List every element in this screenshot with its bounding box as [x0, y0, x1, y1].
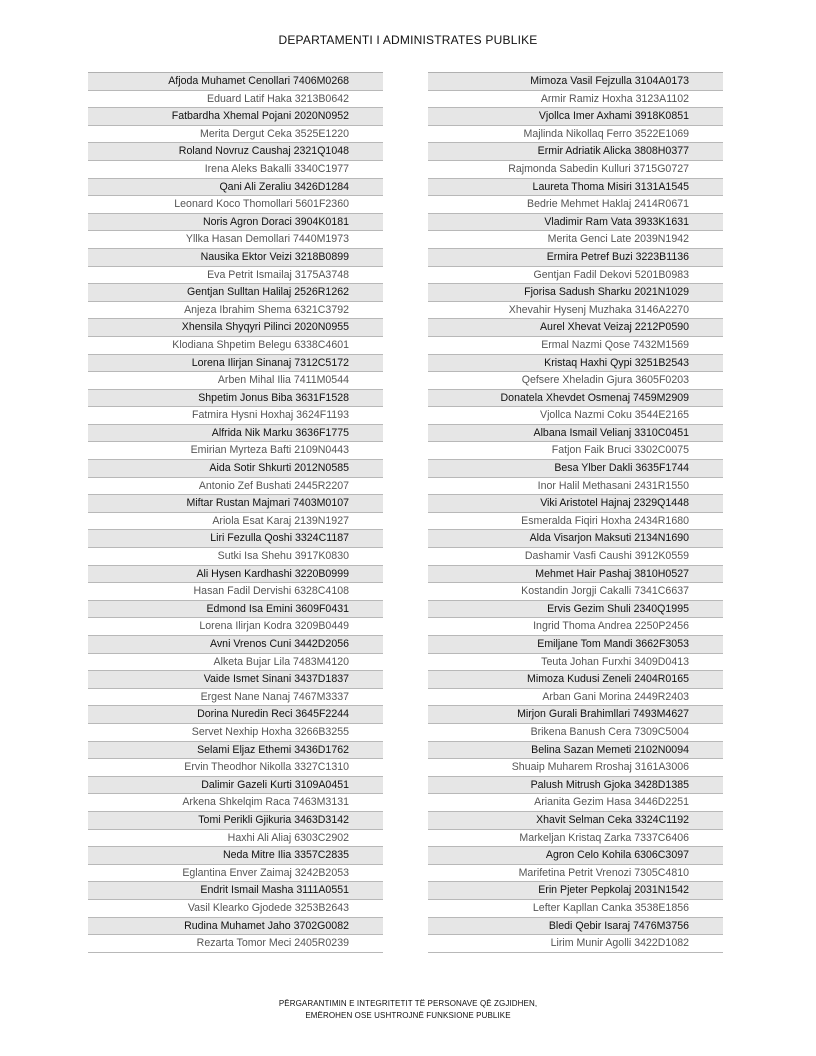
list-item: Alda Visarjon Maksuti 2134N1690 — [428, 530, 723, 548]
list-item: Ervis Gezim Shuli 2340Q1995 — [428, 601, 723, 619]
list-item: Irena Aleks Bakalli 3340C1977 — [88, 161, 383, 179]
list-item: Fatjon Faik Bruci 3302C0075 — [428, 442, 723, 460]
list-item: Ariola Esat Karaj 2139N1927 — [88, 513, 383, 531]
list-item: Endrit Ismail Masha 3111A0551 — [88, 882, 383, 900]
footer-line-1: PËRGARANTIMIN E INTEGRITETIT TË PERSONAVE QË ZGJIDHEN, — [278, 999, 538, 1008]
list-item: Markeljan Kristaq Zarka 7337C6406 — [428, 830, 723, 848]
list-item: Xhevahir Hysenj Muzhaka 3146A2270 — [428, 302, 723, 320]
list-item: Vladimir Ram Vata 3933K1631 — [428, 214, 723, 232]
list-item: Donatela Xhevdet Osmenaj 7459M2909 — [428, 390, 723, 408]
list-item: Xhensila Shyqyri Pilinci 2020N0955 — [88, 319, 383, 337]
list-item: Teuta Johan Furxhi 3409D0413 — [428, 654, 723, 672]
list-item: Viki Aristotel Hajnaj 2329Q1448 — [428, 495, 723, 513]
list-item: Aida Sotir Shkurti 2012N0585 — [88, 460, 383, 478]
list-item: Qefsere Xheladin Gjura 3605F0203 — [428, 372, 723, 390]
list-item: Merita Dergut Ceka 3525E1220 — [88, 126, 383, 144]
list-item: Armir Ramiz Hoxha 3123A1102 — [428, 91, 723, 109]
list-item: Esmeralda Fiqiri Hoxha 2434R1680 — [428, 513, 723, 531]
list-item: Roland Novruz Caushaj 2321Q1048 — [88, 143, 383, 161]
list-item: Rudina Muhamet Jaho 3702G0082 — [88, 918, 383, 936]
list-item: Eglantina Enver Zaimaj 3242B2053 — [88, 865, 383, 883]
list-item: Noris Agron Doraci 3904K0181 — [88, 214, 383, 232]
list-item: Servet Nexhip Hoxha 3266B3255 — [88, 724, 383, 742]
list-item: Alketa Bujar Lila 7483M4120 — [88, 654, 383, 672]
list-item: Avni Vrenos Cuni 3442D2056 — [88, 636, 383, 654]
list-item: Antonio Zef Bushati 2445R2207 — [88, 478, 383, 496]
list-item: Dalimir Gazeli Kurti 3109A0451 — [88, 777, 383, 795]
list-item: Shuaip Muharem Rroshaj 3161A3006 — [428, 759, 723, 777]
footer-line-2: EMËROHEN OSE USHTROJNË FUNKSIONE PUBLIKE — [305, 1011, 511, 1020]
list-item: Leonard Koco Thomollari 5601F2360 — [88, 196, 383, 214]
list-item: Anjeza Ibrahim Shema 6321C3792 — [88, 302, 383, 320]
list-item: Ervin Theodhor Nikolla 3327C1310 — [88, 759, 383, 777]
list-item: Vjollca Nazmi Coku 3544E2165 — [428, 407, 723, 425]
list-item: Lefter Kapllan Canka 3538E1856 — [428, 900, 723, 918]
list-item: Xhavit Selman Ceka 3324C1192 — [428, 812, 723, 830]
list-item: Shpetim Jonus Biba 3631F1528 — [88, 390, 383, 408]
list-item: Ermira Petref Buzi 3223B1136 — [428, 249, 723, 267]
list-item: Edmond Isa Emini 3609F0431 — [88, 601, 383, 619]
list-item: Arianita Gezim Hasa 3446D2251 — [428, 794, 723, 812]
list-item: Emiljane Tom Mandi 3662F3053 — [428, 636, 723, 654]
list-item: Ingrid Thoma Andrea 2250P2456 — [428, 618, 723, 636]
list-item: Majlinda Nikollaq Ferro 3522E1069 — [428, 126, 723, 144]
list-item: Erin Pjeter Pepkolaj 2031N1542 — [428, 882, 723, 900]
page-footer — [0, 998, 816, 1022]
list-item: Ergest Nane Nanaj 7467M3337 — [88, 689, 383, 707]
list-item: Arben Mihal Ilia 7411M0544 — [88, 372, 383, 390]
list-item: Inor Halil Methasani 2431R1550 — [428, 478, 723, 496]
list-item: Mehmet Hair Pashaj 3810H0527 — [428, 566, 723, 584]
list-item: Laureta Thoma Misiri 3131A1545 — [428, 179, 723, 197]
list-item: Ermal Nazmi Qose 7432M1569 — [428, 337, 723, 355]
list-item: Yllka Hasan Demollari 7440M1973 — [88, 231, 383, 249]
list-item: Marifetina Petrit Vrenozi 7305C4810 — [428, 865, 723, 883]
list-item: Dorina Nuredin Reci 3645F2244 — [88, 706, 383, 724]
list-item: Tomi Perikli Gjikuria 3463D3142 — [88, 812, 383, 830]
left-name-list — [88, 72, 383, 953]
list-item: Belina Sazan Memeti 2102N0094 — [428, 742, 723, 760]
list-item: Klodiana Shpetim Belegu 6338C4601 — [88, 337, 383, 355]
list-item: Lirim Munir Agolli 3422D1082 — [428, 935, 723, 953]
list-item: Brikena Banush Cera 7309C5004 — [428, 724, 723, 742]
page-title: DEPARTAMENTI I ADMINISTRATES PUBLIKE — [278, 33, 538, 47]
list-item: Vaide Ismet Sinani 3437D1837 — [88, 671, 383, 689]
list-item: Bedrie Mehmet Haklaj 2414R0671 — [428, 196, 723, 214]
list-item: Arban Gani Morina 2449R2403 — [428, 689, 723, 707]
list-item: Aurel Xhevat Veizaj 2212P0590 — [428, 319, 723, 337]
list-item: Lorena Ilirjan Sinanaj 7312C5172 — [88, 355, 383, 373]
list-item: Lorena Ilirjan Kodra 3209B0449 — [88, 618, 383, 636]
list-item: Kristaq Haxhi Qypi 3251B2543 — [428, 355, 723, 373]
list-item: Mimoza Vasil Fejzulla 3104A0173 — [428, 73, 723, 91]
list-item: Nausika Ektor Veizi 3218B0899 — [88, 249, 383, 267]
list-item: Mirjon Gurali Brahimllari 7493M4627 — [428, 706, 723, 724]
list-item: Fjorisa Sadush Sharku 2021N1029 — [428, 284, 723, 302]
list-item: Liri Fezulla Qoshi 3324C1187 — [88, 530, 383, 548]
list-item: Rajmonda Sabedin Kulluri 3715G0727 — [428, 161, 723, 179]
list-item: Kostandin Jorgji Cakalli 7341C6637 — [428, 583, 723, 601]
list-item: Gentjan Fadil Dekovi 5201B0983 — [428, 267, 723, 285]
list-item: Qani Ali Zeraliu 3426D1284 — [88, 179, 383, 197]
list-item: Mimoza Kudusi Zeneli 2404R0165 — [428, 671, 723, 689]
list-item: Miftar Rustan Majmari 7403M0107 — [88, 495, 383, 513]
list-item: Sutki Isa Shehu 3917K0830 — [88, 548, 383, 566]
list-item: Dashamir Vasfi Caushi 3912K0559 — [428, 548, 723, 566]
list-item: Vjollca Imer Axhami 3918K0851 — [428, 108, 723, 126]
list-item: Gentjan Sulltan Halilaj 2526R1262 — [88, 284, 383, 302]
list-item: Emirian Myrteza Bafti 2109N0443 — [88, 442, 383, 460]
list-item: Neda Mitre Ilia 3357C2835 — [88, 847, 383, 865]
list-item: Rezarta Tomor Meci 2405R0239 — [88, 935, 383, 953]
list-item: Hasan Fadil Dervishi 6328C4108 — [88, 583, 383, 601]
list-item: Albana Ismail Velianj 3310C0451 — [428, 425, 723, 443]
list-item: Vasil Klearko Gjodede 3253B2643 — [88, 900, 383, 918]
list-item: Eva Petrit Ismailaj 3175A3748 — [88, 267, 383, 285]
list-item: Palush Mitrush Gjoka 3428D1385 — [428, 777, 723, 795]
right-name-list — [428, 72, 723, 953]
list-item: Fatmira Hysni Hoxhaj 3624F1193 — [88, 407, 383, 425]
list-item: Merita Genci Late 2039N1942 — [428, 231, 723, 249]
list-item: Haxhi Ali Aliaj 6303C2902 — [88, 830, 383, 848]
list-item: Ermir Adriatik Alicka 3808H0377 — [428, 143, 723, 161]
list-item: Fatbardha Xhemal Pojani 2020N0952 — [88, 108, 383, 126]
list-item: Afjoda Muhamet Cenollari 7406M0268 — [88, 73, 383, 91]
list-item: Selami Eljaz Ethemi 3436D1762 — [88, 742, 383, 760]
list-item: Alfrida Nik Marku 3636F1775 — [88, 425, 383, 443]
list-item: Ali Hysen Kardhashi 3220B0999 — [88, 566, 383, 584]
list-item: Bledi Qebir Isaraj 7476M3756 — [428, 918, 723, 936]
list-item: Eduard Latif Haka 3213B0642 — [88, 91, 383, 109]
list-item: Besa Ylber Dakli 3635F1744 — [428, 460, 723, 478]
list-item: Arkena Shkelqim Raca 7463M3131 — [88, 794, 383, 812]
list-item: Agron Celo Kohila 6306C3097 — [428, 847, 723, 865]
